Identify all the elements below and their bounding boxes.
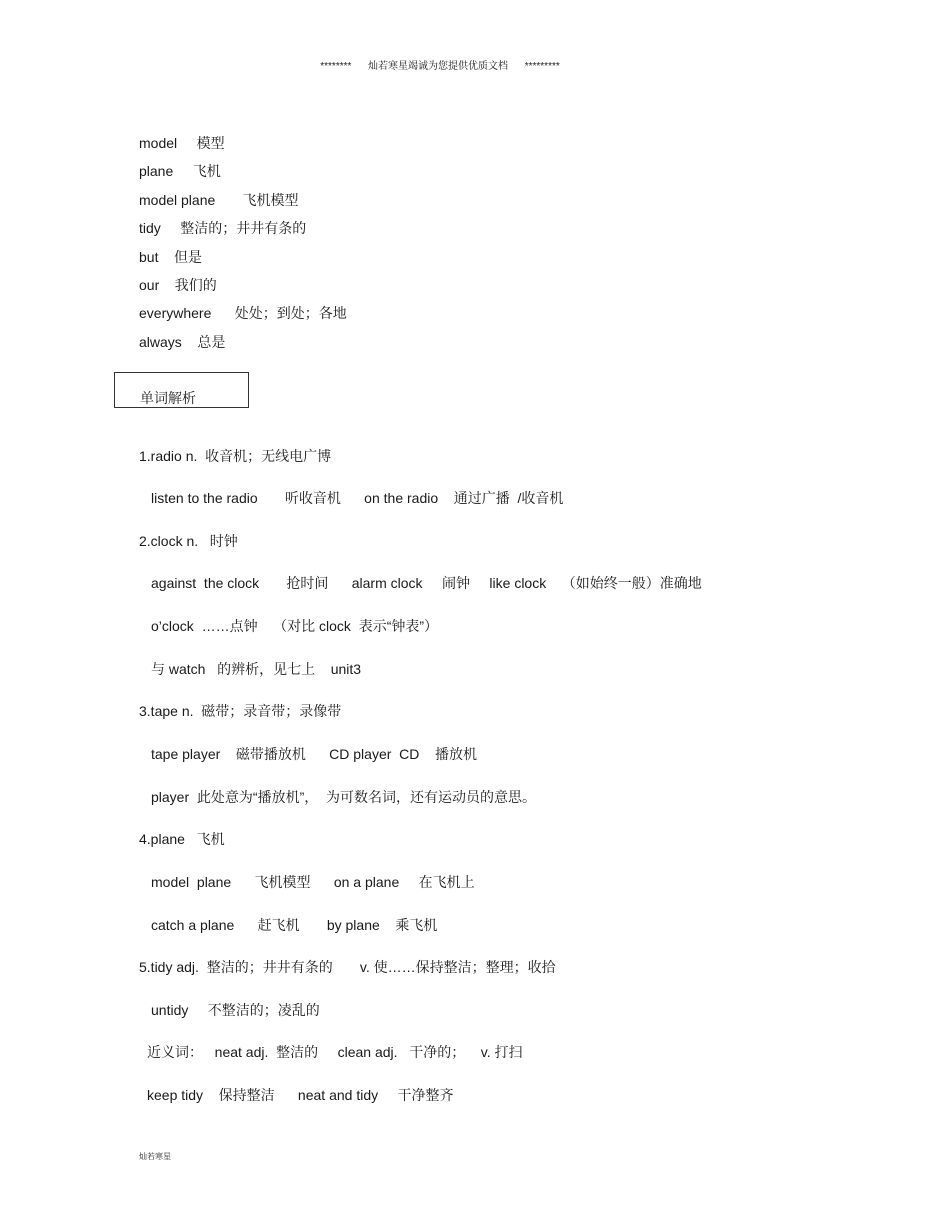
vocab-item: but 但是	[139, 249, 203, 265]
entry-heading: 3.tape n. 磁带；录音带；录像带	[139, 703, 342, 719]
section-title-box	[114, 372, 249, 408]
entry-line: model plane 飞机模型 on a plane 在飞机上	[151, 874, 475, 890]
page-footer: 灿若寒星	[139, 1152, 171, 1161]
vocab-item: model plane 飞机模型	[139, 192, 299, 208]
entry-heading: 1.radio n. 收音机；无线电广博	[139, 448, 332, 464]
entry-line: untidy 不整洁的；凌乱的	[151, 1002, 320, 1018]
entry-line: player 此处意为“播放机”， 为可数名词，还有运动员的意思。	[151, 789, 537, 805]
entry-line: listen to the radio 听收音机 on the radio 通过广播 /收音机	[151, 490, 564, 506]
entry-heading: 4.plane 飞机	[139, 831, 225, 847]
entry-line: 与 watch 的辨析，见七上 unit3	[151, 661, 362, 677]
entry-line: against the clock 抢时间 alarm clock 闹钟 like clock （如始终一般）准确地	[151, 575, 702, 591]
vocab-item: tidy 整洁的；井井有条的	[139, 220, 307, 236]
vocab-item: always 总是	[139, 334, 226, 350]
entry-line: catch a plane 赶飞机 by plane 乘飞机	[151, 917, 438, 933]
entry-line: keep tidy 保持整洁 neat and tidy 干净整齐	[147, 1087, 454, 1103]
entry-line: o’clock ……点钟 （对比 clock 表示“钟表”）	[151, 618, 439, 634]
section-title: 单词解析	[140, 390, 196, 406]
vocab-item: model 模型	[139, 135, 225, 151]
entry-line: tape player 磁带播放机 CD player CD 播放机	[151, 746, 477, 762]
vocab-item: our 我们的	[139, 277, 217, 293]
entry-line: 近义词： neat adj. 整洁的 clean adj. 干净的； v. 打扫	[147, 1044, 523, 1060]
entry-heading: 2.clock n. 时钟	[139, 533, 238, 549]
page-header: ******** 灿若寒星竭诚为您提供优质文档 *********	[320, 61, 560, 72]
vocab-item: everywhere 处处；到处；各地	[139, 305, 347, 321]
vocab-item: plane 飞机	[139, 163, 221, 179]
entry-heading: 5.tidy adj. 整洁的；井井有条的 v. 使……保持整洁；整理；收拾	[139, 959, 556, 975]
